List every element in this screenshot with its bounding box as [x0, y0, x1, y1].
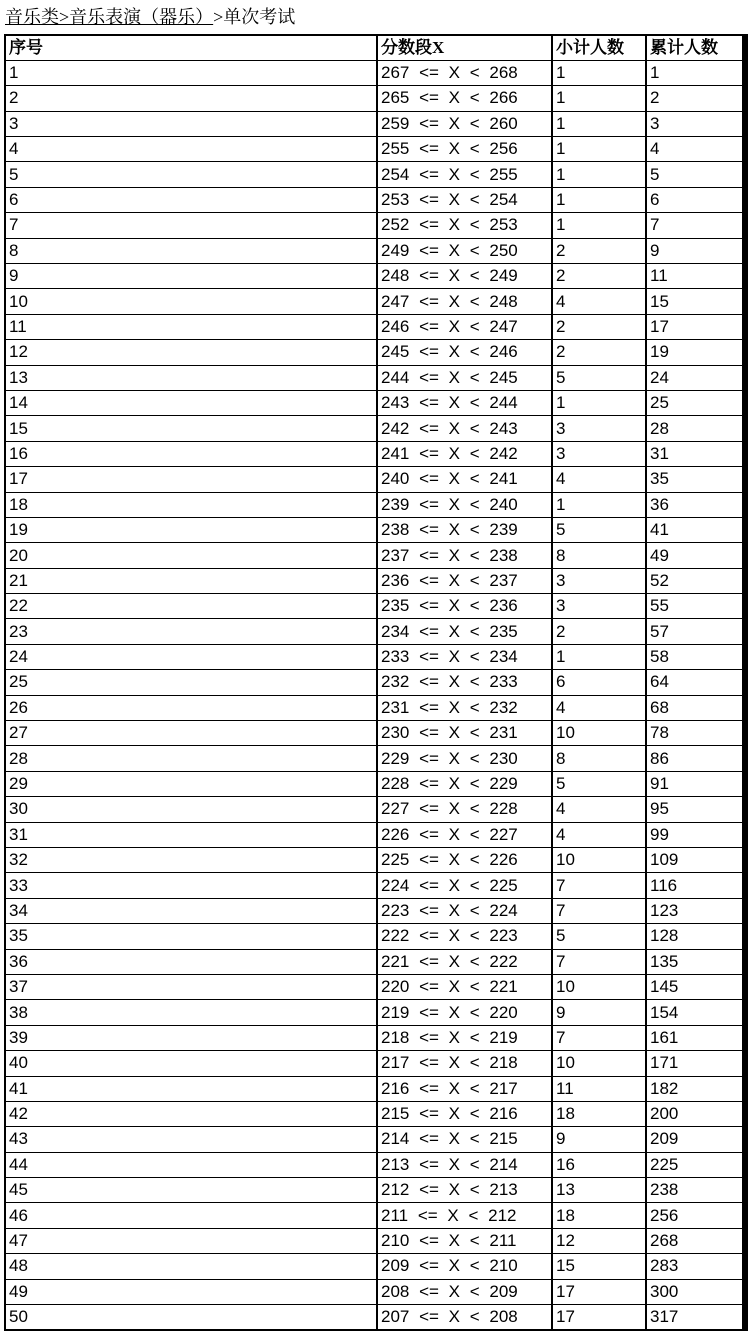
cumulative-count-cell: 200: [646, 1101, 745, 1126]
row-number-cell: 16: [5, 441, 377, 466]
table-row: [5, 1000, 745, 1025]
table-row: [5, 238, 745, 263]
score-range-cell: 210 <= X < 211: [377, 1228, 552, 1253]
subtotal-count-cell: 18: [552, 1203, 646, 1228]
cumulative-count-cell: 64: [646, 670, 745, 695]
subtotal-count-cell: 7: [552, 873, 646, 898]
score-range-cell: 238 <= X < 239: [377, 517, 552, 542]
row-number-cell: 7: [5, 213, 377, 238]
table-row: [5, 162, 745, 187]
subtotal-count-cell: 2: [552, 619, 646, 644]
row-number-cell: 32: [5, 848, 377, 873]
row-number-cell: 1: [5, 60, 377, 85]
cumulative-count-cell: 55: [646, 594, 745, 619]
table-row: [5, 1101, 745, 1126]
breadcrumb-category: 音乐类>音乐表演（器乐）: [5, 7, 214, 27]
score-range-cell: 227 <= X < 228: [377, 797, 552, 822]
table-row: [5, 390, 745, 415]
score-range-cell: 234 <= X < 235: [377, 619, 552, 644]
subtotal-count-cell: 2: [552, 264, 646, 289]
cumulative-count-cell: 57: [646, 619, 745, 644]
subtotal-count-cell: 3: [552, 594, 646, 619]
row-number-cell: 26: [5, 695, 377, 720]
row-number-cell: 12: [5, 340, 377, 365]
score-range-cell: 217 <= X < 218: [377, 1051, 552, 1076]
cumulative-count-cell: 35: [646, 467, 745, 492]
subtotal-count-cell: 8: [552, 543, 646, 568]
row-number-cell: 2: [5, 86, 377, 111]
subtotal-count-cell: 1: [552, 390, 646, 415]
score-range-cell: 233 <= X < 234: [377, 644, 552, 669]
score-range-cell: 245 <= X < 246: [377, 340, 552, 365]
subtotal-count-cell: 1: [552, 644, 646, 669]
table-row: [5, 746, 745, 771]
table-row: [5, 1127, 745, 1152]
table-row: [5, 594, 745, 619]
score-range-cell: 218 <= X < 219: [377, 1025, 552, 1050]
header-cumulative-count: 累计人数: [646, 35, 745, 60]
table-row: [5, 60, 745, 85]
subtotal-count-cell: 1: [552, 187, 646, 212]
table-row: [5, 1203, 745, 1228]
breadcrumb-exam-type: >单次考试: [213, 7, 296, 27]
subtotal-count-cell: 7: [552, 898, 646, 923]
table-row: [5, 771, 745, 796]
cumulative-count-cell: 31: [646, 441, 745, 466]
table-row: [5, 492, 745, 517]
row-number-cell: 47: [5, 1228, 377, 1253]
table-row: [5, 1305, 745, 1330]
row-number-cell: 19: [5, 517, 377, 542]
row-number-cell: 48: [5, 1254, 377, 1279]
score-range-cell: 221 <= X < 222: [377, 949, 552, 974]
score-range-cell: 229 <= X < 230: [377, 746, 552, 771]
score-range-cell: 212 <= X < 213: [377, 1178, 552, 1203]
score-range-cell: 242 <= X < 243: [377, 416, 552, 441]
cumulative-count-cell: 17: [646, 314, 745, 339]
subtotal-count-cell: 1: [552, 111, 646, 136]
subtotal-count-cell: 15: [552, 1254, 646, 1279]
row-number-cell: 24: [5, 644, 377, 669]
table-row: [5, 264, 745, 289]
header-score-range: 分数段X: [377, 35, 552, 60]
score-range-cell: 209 <= X < 210: [377, 1254, 552, 1279]
score-range-cell: 249 <= X < 250: [377, 238, 552, 263]
score-range-cell: 207 <= X < 208: [377, 1305, 552, 1330]
cumulative-count-cell: 86: [646, 746, 745, 771]
subtotal-count-cell: 3: [552, 441, 646, 466]
cumulative-count-cell: 4: [646, 137, 745, 162]
subtotal-count-cell: 2: [552, 238, 646, 263]
score-range-cell: 214 <= X < 215: [377, 1127, 552, 1152]
cumulative-count-cell: 95: [646, 797, 745, 822]
row-number-cell: 43: [5, 1127, 377, 1152]
subtotal-count-cell: 1: [552, 86, 646, 111]
row-number-cell: 29: [5, 771, 377, 796]
cumulative-count-cell: 317: [646, 1305, 745, 1330]
table-row: [5, 340, 745, 365]
row-number-cell: 46: [5, 1203, 377, 1228]
cumulative-count-cell: 6: [646, 187, 745, 212]
row-number-cell: 49: [5, 1279, 377, 1304]
subtotal-count-cell: 5: [552, 771, 646, 796]
score-range-cell: 259 <= X < 260: [377, 111, 552, 136]
score-range-cell: 239 <= X < 240: [377, 492, 552, 517]
row-number-cell: 36: [5, 949, 377, 974]
row-number-cell: 20: [5, 543, 377, 568]
row-number-cell: 37: [5, 974, 377, 999]
row-number-cell: 34: [5, 898, 377, 923]
table-row: [5, 1279, 745, 1304]
cumulative-count-cell: 2: [646, 86, 745, 111]
table-row: [5, 670, 745, 695]
cumulative-count-cell: 28: [646, 416, 745, 441]
subtotal-count-cell: 17: [552, 1305, 646, 1330]
score-range-cell: 216 <= X < 217: [377, 1076, 552, 1101]
subtotal-count-cell: 7: [552, 949, 646, 974]
subtotal-count-cell: 9: [552, 1127, 646, 1152]
row-number-cell: 18: [5, 492, 377, 517]
score-range-cell: 241 <= X < 242: [377, 441, 552, 466]
subtotal-count-cell: 4: [552, 797, 646, 822]
row-number-cell: 8: [5, 238, 377, 263]
subtotal-count-cell: 6: [552, 670, 646, 695]
row-number-cell: 33: [5, 873, 377, 898]
row-number-cell: 21: [5, 568, 377, 593]
subtotal-count-cell: 5: [552, 924, 646, 949]
table-row: [5, 619, 745, 644]
score-range-cell: 224 <= X < 225: [377, 873, 552, 898]
subtotal-count-cell: 16: [552, 1152, 646, 1177]
cumulative-count-cell: 161: [646, 1025, 745, 1050]
score-range-cell: 222 <= X < 223: [377, 924, 552, 949]
subtotal-count-cell: 3: [552, 416, 646, 441]
subtotal-count-cell: 4: [552, 467, 646, 492]
score-range-cell: 244 <= X < 245: [377, 365, 552, 390]
row-number-cell: 10: [5, 289, 377, 314]
row-number-cell: 4: [5, 137, 377, 162]
table-row: [5, 416, 745, 441]
row-number-cell: 9: [5, 264, 377, 289]
subtotal-count-cell: 2: [552, 314, 646, 339]
table-row: [5, 1076, 745, 1101]
table-row: [5, 137, 745, 162]
score-range-cell: 248 <= X < 249: [377, 264, 552, 289]
table-row: [5, 1152, 745, 1177]
table-row: [5, 898, 745, 923]
score-distribution-table: [4, 34, 748, 1331]
table-row: [5, 289, 745, 314]
subtotal-count-cell: 4: [552, 822, 646, 847]
cumulative-count-cell: 91: [646, 771, 745, 796]
subtotal-count-cell: 18: [552, 1101, 646, 1126]
subtotal-count-cell: 1: [552, 492, 646, 517]
score-range-cell: 246 <= X < 247: [377, 314, 552, 339]
table-row: [5, 111, 745, 136]
score-range-cell: 215 <= X < 216: [377, 1101, 552, 1126]
subtotal-count-cell: 4: [552, 695, 646, 720]
table-row: [5, 1051, 745, 1076]
table-row: [5, 314, 745, 339]
table-row: [5, 822, 745, 847]
table-row: [5, 873, 745, 898]
subtotal-count-cell: 10: [552, 974, 646, 999]
row-number-cell: 45: [5, 1178, 377, 1203]
row-number-cell: 39: [5, 1025, 377, 1050]
row-number-cell: 41: [5, 1076, 377, 1101]
row-number-cell: 27: [5, 721, 377, 746]
table-row: [5, 1178, 745, 1203]
row-number-cell: 17: [5, 467, 377, 492]
subtotal-count-cell: 7: [552, 1025, 646, 1050]
score-range-cell: 223 <= X < 224: [377, 898, 552, 923]
score-range-cell: 220 <= X < 221: [377, 974, 552, 999]
score-range-cell: 235 <= X < 236: [377, 594, 552, 619]
subtotal-count-cell: 1: [552, 213, 646, 238]
row-number-cell: 31: [5, 822, 377, 847]
score-table-body: [5, 60, 745, 1330]
score-range-cell: 208 <= X < 209: [377, 1279, 552, 1304]
subtotal-count-cell: 3: [552, 568, 646, 593]
row-number-cell: 25: [5, 670, 377, 695]
score-range-cell: 236 <= X < 237: [377, 568, 552, 593]
table-row: [5, 924, 745, 949]
score-range-cell: 226 <= X < 227: [377, 822, 552, 847]
cumulative-count-cell: 5: [646, 162, 745, 187]
score-range-cell: 231 <= X < 232: [377, 695, 552, 720]
table-row: [5, 949, 745, 974]
table-row: [5, 543, 745, 568]
header-row: [5, 35, 745, 60]
cumulative-count-cell: 9: [646, 238, 745, 263]
subtotal-count-cell: 10: [552, 848, 646, 873]
subtotal-count-cell: 17: [552, 1279, 646, 1304]
cumulative-count-cell: 171: [646, 1051, 745, 1076]
cumulative-count-cell: 3: [646, 111, 745, 136]
subtotal-count-cell: 13: [552, 1178, 646, 1203]
table-row: [5, 86, 745, 111]
cumulative-count-cell: 7: [646, 213, 745, 238]
table-row: [5, 721, 745, 746]
cumulative-count-cell: 209: [646, 1127, 745, 1152]
cumulative-count-cell: 300: [646, 1279, 745, 1304]
cumulative-count-cell: 78: [646, 721, 745, 746]
table-row: [5, 644, 745, 669]
score-range-cell: 237 <= X < 238: [377, 543, 552, 568]
table-row: [5, 365, 745, 390]
score-range-cell: 247 <= X < 248: [377, 289, 552, 314]
row-number-cell: 11: [5, 314, 377, 339]
score-range-cell: 243 <= X < 244: [377, 390, 552, 415]
score-range-cell: 254 <= X < 255: [377, 162, 552, 187]
table-row: [5, 213, 745, 238]
score-range-cell: 219 <= X < 220: [377, 1000, 552, 1025]
cumulative-count-cell: 116: [646, 873, 745, 898]
page-title: [5, 7, 746, 27]
score-range-cell: 232 <= X < 233: [377, 670, 552, 695]
cumulative-count-cell: 1: [646, 60, 745, 85]
cumulative-count-cell: 15: [646, 289, 745, 314]
score-range-cell: 211 <= X < 212: [377, 1203, 552, 1228]
table-row: [5, 974, 745, 999]
row-number-cell: 28: [5, 746, 377, 771]
row-number-cell: 30: [5, 797, 377, 822]
score-range-cell: 255 <= X < 256: [377, 137, 552, 162]
row-number-cell: 14: [5, 390, 377, 415]
cumulative-count-cell: 256: [646, 1203, 745, 1228]
table-row: [5, 797, 745, 822]
table-row: [5, 1228, 745, 1253]
table-row: [5, 467, 745, 492]
row-number-cell: 6: [5, 187, 377, 212]
subtotal-count-cell: 2: [552, 340, 646, 365]
cumulative-count-cell: 11: [646, 264, 745, 289]
subtotal-count-cell: 1: [552, 60, 646, 85]
cumulative-count-cell: 99: [646, 822, 745, 847]
score-range-cell: 225 <= X < 226: [377, 848, 552, 873]
cumulative-count-cell: 41: [646, 517, 745, 542]
cumulative-count-cell: 128: [646, 924, 745, 949]
row-number-cell: 40: [5, 1051, 377, 1076]
subtotal-count-cell: 5: [552, 365, 646, 390]
subtotal-count-cell: 10: [552, 721, 646, 746]
cumulative-count-cell: 225: [646, 1152, 745, 1177]
table-row: [5, 568, 745, 593]
cumulative-count-cell: 68: [646, 695, 745, 720]
subtotal-count-cell: 11: [552, 1076, 646, 1101]
score-range-cell: 213 <= X < 214: [377, 1152, 552, 1177]
row-number-cell: 44: [5, 1152, 377, 1177]
row-number-cell: 38: [5, 1000, 377, 1025]
row-number-cell: 22: [5, 594, 377, 619]
subtotal-count-cell: 1: [552, 137, 646, 162]
cumulative-count-cell: 283: [646, 1254, 745, 1279]
cumulative-count-cell: 268: [646, 1228, 745, 1253]
cumulative-count-cell: 49: [646, 543, 745, 568]
row-number-cell: 35: [5, 924, 377, 949]
row-number-cell: 23: [5, 619, 377, 644]
subtotal-count-cell: 5: [552, 517, 646, 542]
subtotal-count-cell: 12: [552, 1228, 646, 1253]
table-row: [5, 1254, 745, 1279]
row-number-cell: 50: [5, 1305, 377, 1330]
cumulative-count-cell: 19: [646, 340, 745, 365]
cumulative-count-cell: 238: [646, 1178, 745, 1203]
subtotal-count-cell: 4: [552, 289, 646, 314]
cumulative-count-cell: 123: [646, 898, 745, 923]
cumulative-count-cell: 109: [646, 848, 745, 873]
subtotal-count-cell: 1: [552, 162, 646, 187]
subtotal-count-cell: 9: [552, 1000, 646, 1025]
score-range-cell: 228 <= X < 229: [377, 771, 552, 796]
cumulative-count-cell: 24: [646, 365, 745, 390]
score-range-cell: 267 <= X < 268: [377, 60, 552, 85]
cumulative-count-cell: 36: [646, 492, 745, 517]
table-row: [5, 517, 745, 542]
row-number-cell: 13: [5, 365, 377, 390]
row-number-cell: 42: [5, 1101, 377, 1126]
cumulative-count-cell: 58: [646, 644, 745, 669]
table-row: [5, 848, 745, 873]
header-subtotal-count: 小计人数: [552, 35, 646, 60]
cumulative-count-cell: 135: [646, 949, 745, 974]
table-row: [5, 187, 745, 212]
score-range-cell: 230 <= X < 231: [377, 721, 552, 746]
table-row: [5, 441, 745, 466]
score-range-cell: 265 <= X < 266: [377, 86, 552, 111]
score-range-cell: 240 <= X < 241: [377, 467, 552, 492]
header-serial-number: 序号: [5, 35, 377, 60]
table-row: [5, 695, 745, 720]
cumulative-count-cell: 182: [646, 1076, 745, 1101]
cumulative-count-cell: 145: [646, 974, 745, 999]
cumulative-count-cell: 154: [646, 1000, 745, 1025]
row-number-cell: 15: [5, 416, 377, 441]
score-range-cell: 253 <= X < 254: [377, 187, 552, 212]
row-number-cell: 3: [5, 111, 377, 136]
subtotal-count-cell: 10: [552, 1051, 646, 1076]
table-row: [5, 1025, 745, 1050]
row-number-cell: 5: [5, 162, 377, 187]
cumulative-count-cell: 25: [646, 390, 745, 415]
subtotal-count-cell: 8: [552, 746, 646, 771]
cumulative-count-cell: 52: [646, 568, 745, 593]
score-range-cell: 252 <= X < 253: [377, 213, 552, 238]
